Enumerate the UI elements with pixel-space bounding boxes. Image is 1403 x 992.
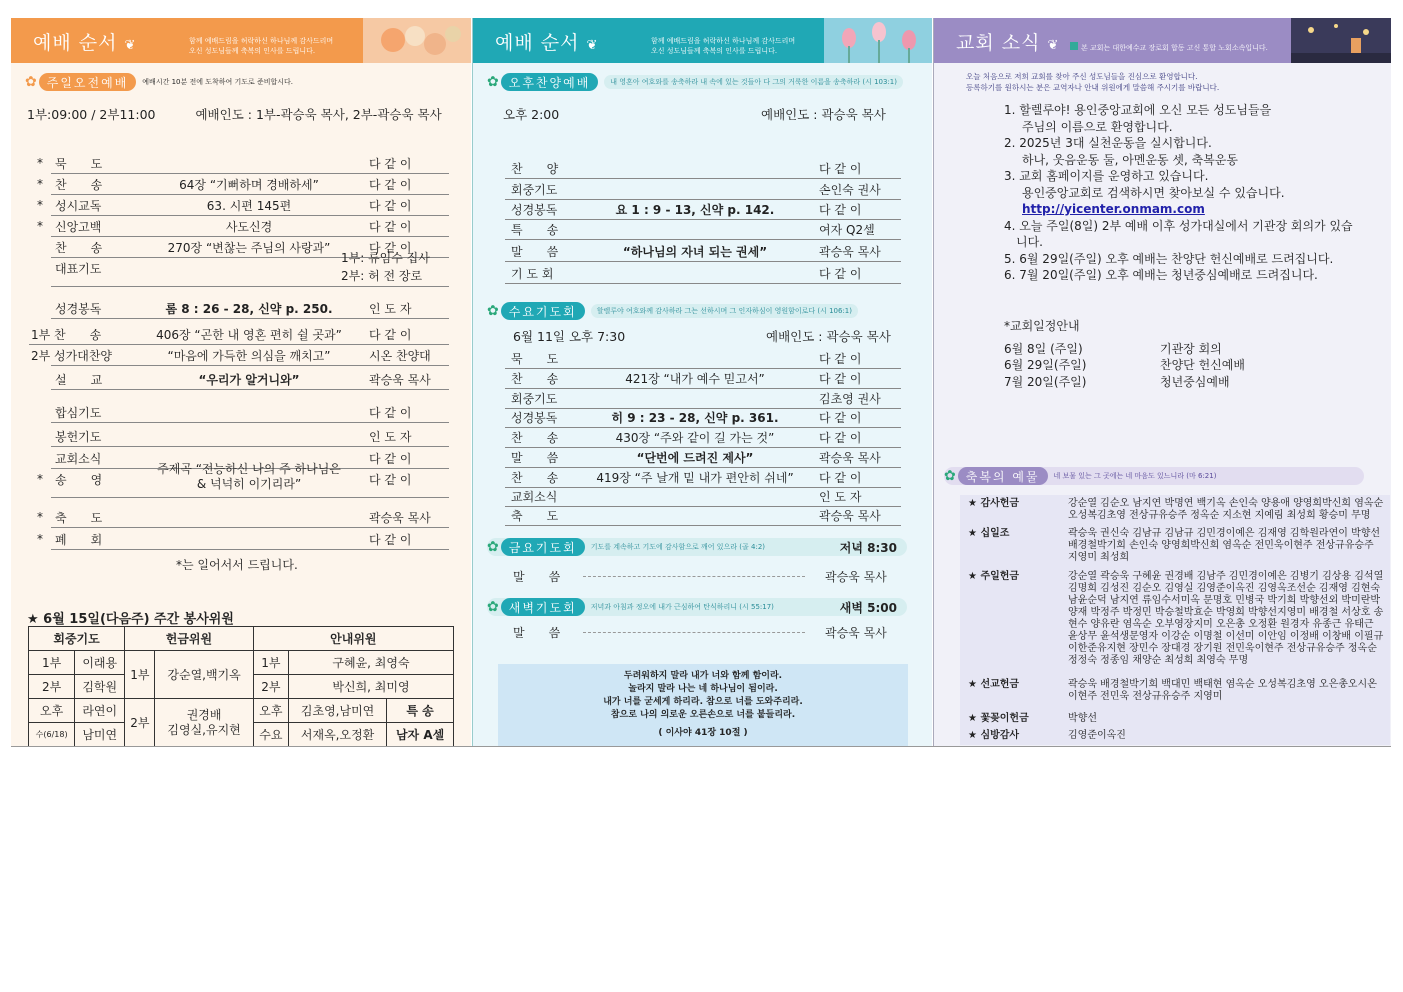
section-title: 수요기도회 bbox=[501, 302, 585, 320]
item-person: 다 같 이 bbox=[819, 351, 862, 366]
header-subtitle: 함께 예배드림을 허락하신 하나님께 감사드리며 오신 성도님들께 축복의 인사를 드립니다. bbox=[651, 37, 796, 55]
item-label: 찬 송 bbox=[511, 470, 559, 485]
item-person: 다 같 이 bbox=[819, 202, 862, 217]
row-divider bbox=[51, 497, 449, 498]
worship-item-row bbox=[11, 175, 451, 193]
sprout-icon: ✿ bbox=[487, 599, 499, 615]
worship-item-row bbox=[11, 217, 451, 235]
item-label: 송 영 bbox=[55, 472, 103, 487]
star-mark: * bbox=[37, 532, 43, 546]
item-label: 성경봉독 bbox=[511, 202, 558, 217]
item-person: 손인숙 권사 bbox=[819, 182, 881, 197]
star-mark: * bbox=[37, 156, 43, 170]
duty-title: ★ 6월 15일(다음주) 주간 봉사위원 bbox=[27, 612, 234, 627]
stand-note: *는 일어서서 드립니다. bbox=[176, 558, 298, 572]
header-bar bbox=[473, 18, 932, 63]
item-person: 인 도 자 bbox=[369, 429, 412, 444]
worship-item-row bbox=[11, 508, 451, 526]
church-logo-icon bbox=[1070, 42, 1078, 50]
header-bar bbox=[934, 18, 1391, 63]
worship-item-row bbox=[11, 325, 451, 343]
worship-item-row bbox=[473, 349, 913, 367]
worship-item-row bbox=[11, 403, 451, 421]
sprout-icon: ✿ bbox=[487, 74, 499, 90]
item-content: 63. 시편 145편 bbox=[206, 198, 292, 213]
schedule bbox=[1004, 318, 1245, 390]
item-label: 회중기도 bbox=[511, 391, 558, 406]
item-content: “단번에 드려진 제사” bbox=[636, 450, 754, 465]
service-time: 6월 11일 오후 7:30 bbox=[513, 329, 626, 344]
duty-row: 오후 라연이 2부 권경배 김영실,유지현 오후 김초영,남미연 특 송 bbox=[29, 699, 454, 723]
duty-header-row: 회중기도 헌금위원 안내위원 bbox=[29, 627, 454, 651]
item-person: 여자 Q2셀 bbox=[819, 222, 875, 237]
item-label: 폐 회 bbox=[55, 532, 103, 547]
item-person: 다 같 이 bbox=[819, 470, 862, 485]
item-label: 찬 송 bbox=[55, 177, 103, 192]
row-divider bbox=[505, 261, 901, 262]
service-leader: 예배인도 : 1부-곽승욱 목사, 2부-곽승욱 목사 bbox=[195, 107, 442, 122]
item-person: 다 같 이 bbox=[369, 219, 412, 234]
worship-item-row bbox=[11, 251, 451, 283]
time-row bbox=[513, 327, 625, 345]
section-wednesday bbox=[487, 302, 858, 320]
item-label: 찬 송 bbox=[511, 371, 559, 386]
worship-item-row bbox=[11, 427, 451, 445]
item-label: 찬 송 bbox=[511, 430, 559, 445]
bottom-rule bbox=[11, 746, 1391, 747]
item-label: 찬 양 bbox=[511, 161, 559, 176]
item-label: 교회소식 bbox=[55, 451, 102, 466]
service-leader: 예배인도 : 곽승욱 목사 bbox=[766, 329, 891, 344]
section-title: 축복의 예물 bbox=[958, 467, 1048, 485]
item-label: 설 교 bbox=[55, 372, 103, 387]
duty-row: 수(6/18) 남미연 수요 서재옥,오정환 남자 A셀 bbox=[29, 723, 454, 747]
service-time: 오후 2:00 bbox=[503, 107, 560, 122]
star-mark: * bbox=[37, 472, 43, 486]
item-person: 곽승욱 목사 bbox=[369, 510, 431, 525]
item-person: 인 도 자 bbox=[819, 489, 862, 504]
row-divider bbox=[51, 549, 449, 550]
worship-item-row bbox=[473, 487, 913, 505]
row-divider bbox=[51, 215, 449, 216]
item-person: 다 같 이 bbox=[819, 161, 862, 176]
section-offerings bbox=[944, 467, 1364, 485]
flower-photo bbox=[363, 18, 471, 63]
leaf-icon: ❦ bbox=[1047, 38, 1060, 53]
item-label: 축 도 bbox=[55, 510, 103, 525]
item-content: 주제곡 “전능하신 나의 주 하나님은 & 넉넉히 이기리라” bbox=[157, 462, 341, 491]
worship-item-row bbox=[473, 369, 913, 387]
item-label: 2부 성가대찬양 bbox=[31, 348, 113, 363]
worship-item-row bbox=[11, 196, 451, 214]
duty-row: 1부 이래용 1부 강순열,백기옥 1부 구혜윤, 최영숙 bbox=[29, 651, 454, 675]
row-divider bbox=[51, 173, 449, 174]
row-divider bbox=[505, 525, 901, 526]
worship-item-row bbox=[473, 448, 913, 466]
church-news-panel bbox=[933, 18, 1391, 746]
item-label: 성시교독 bbox=[55, 198, 102, 213]
header-title: 예배 순서 ❦ bbox=[33, 32, 137, 54]
worship-item-row bbox=[11, 299, 451, 317]
worship-item-row bbox=[473, 264, 913, 282]
news-item: 4. 오늘 주일(8일) 2부 예배 이후 성가대실에서 기관장 회의가 있습 니다. bbox=[1004, 218, 1353, 249]
worship-item-row bbox=[473, 180, 913, 198]
row-divider bbox=[51, 365, 449, 366]
news-item: 5. 6월 29일(주일) 오후 예배는 찬양단 헌신예배로 드려집니다. bbox=[1004, 251, 1334, 266]
leader-row bbox=[761, 105, 886, 123]
offering-list: ★ 감사헌금 강순열 김순오 남지연 박명연 백기옥 손인숙 양용애 양영희박신희 염옥순 오성복김초영 전상규유승주 정옥순 지소현 지예림 최성희 황승미 무명 ★ 십일조 곽승욱 권신숙 김남규 김남규 김민경이예은 김재영 김학원라연이 박향선 배경철박기희 손인숙 양영희박신희 염옥순 전민욱이현주 전상규유승주 지영미 최성희 ★ 주일헌금 강순열 곽승욱 구혜윤 권경배 김남주 김민경이예은 김병기 김상용 김석열김명희 김성진 김순오 김영실 김영준이옥진 김영옥조선순 김재영 김현숙 남윤순덕 남지연 류임수서미옥 문명호 민병국 박기희 박향선외 박미란박양재 박정주 박정민 박승철박효순 박영희 박향선지영미 배경철 서상호 송현수 양유란 염옥순 오부영장지미 오은총 오정환 원경자 유종근 유태근 윤상무 윤석생문영자 이강순 이명철 이선미 이안임 이정배 이창배 이필규 이한준유지현 장민수 장대경 장기원 전민욱이현주 전상규유승주 정옥순 정정숙 정종임 채양순 최성희 최영숙 무명 ★ 선교헌금 곽승욱 배경철박기희 백대민 백태현 염옥순 오성복김초영 오은총오시온 이현주 전민욱 전상규유승주 지영미 ★ 꽃꽂이헌금 박향선 ★ 심방감사 김영준이옥진 bbox=[960, 495, 1390, 745]
section-note: 네 보물 있는 그 곳에는 네 마음도 있느니라 (마 6:21) bbox=[1053, 472, 1217, 480]
item-content: 419장 “주 날개 밑 내가 편안히 쉬네” bbox=[596, 470, 794, 485]
worship-item-row bbox=[473, 408, 913, 426]
service-time: 1부:09:00 / 2부11:00 bbox=[27, 107, 156, 122]
star-mark: * bbox=[37, 219, 43, 233]
header-subtitle: 본 교회는 대한예수교 장로회 합동 고신 통합 노회소속입니다. bbox=[1070, 42, 1268, 53]
section-title: 금요기도회 bbox=[501, 538, 585, 556]
item-label: 성경봉독 bbox=[511, 410, 558, 425]
item-person: 다 같 이 bbox=[369, 451, 412, 466]
item-content: “우리가 알거니와” bbox=[198, 372, 300, 387]
header-subtitle: 함께 예배드림을 허락하신 하나님께 감사드리며 오신 성도님들께 축복의 인사를 드립니다. bbox=[189, 37, 334, 55]
item-person: 다 같 이 bbox=[369, 156, 412, 171]
worship-item-row bbox=[11, 530, 451, 548]
header-bar bbox=[11, 18, 471, 63]
worship-item-row bbox=[473, 159, 913, 177]
news-list bbox=[1004, 102, 1353, 284]
item-label: 묵 도 bbox=[511, 351, 559, 366]
row-divider bbox=[51, 422, 449, 423]
item-person: 다 같 이 bbox=[819, 266, 862, 281]
header-title: 예배 순서 ❦ bbox=[495, 32, 599, 54]
news-item: 1. 할렐루야! 용인중앙교회에 오신 모든 성도님들을 주님의 이름으로 환영합니다. bbox=[1004, 103, 1272, 134]
item-label: 말 씀 bbox=[511, 244, 559, 259]
item-content: 사도신경 bbox=[225, 219, 273, 234]
star-mark: * bbox=[37, 198, 43, 212]
item-label: 1부 찬 송 bbox=[31, 327, 102, 342]
time-row bbox=[503, 105, 559, 123]
item-label: 말 씀 bbox=[511, 450, 559, 465]
item-person: 다 같 이 bbox=[369, 198, 412, 213]
item-person: 다 같 이 bbox=[369, 240, 412, 255]
news-item: 2. 2025년 3대 실천운동을 실시합니다. 하나, 웃음운동 둘, 아멘운동 셋, 축복운동 bbox=[1004, 136, 1238, 167]
section-title: 주일오전예배 bbox=[39, 73, 137, 91]
night-photo bbox=[1291, 18, 1391, 63]
section-note: 내 영혼아 여호와를 송축하라 내 속에 있는 것들아 다 그의 거룩한 이름을 송축하라 (시 103:1) bbox=[604, 75, 903, 89]
item-person: 다 같 이 bbox=[819, 371, 862, 386]
bible-verse-box: 두려워하지 말라 내가 너와 함께 함이라. 놀라지 말라 나는 네 하나님이 됨이라. 내가 너를 굳세게 하리라. 참으로 너를 도와주리라. 참으로 나의 의로운 오른손으로 너를 붙들리라. ( 이사야 41장 10절 ) bbox=[498, 664, 908, 746]
item-label: 축 도 bbox=[511, 508, 559, 523]
row-divider bbox=[51, 389, 449, 390]
row-divider bbox=[51, 194, 449, 195]
item-content: 421장 “내가 예수 믿고서” bbox=[625, 371, 765, 386]
order-of-worship-panel-1 bbox=[11, 18, 471, 746]
item-label: 특 송 bbox=[511, 222, 559, 237]
worship-item-row bbox=[473, 200, 913, 218]
item-content: 요 1 : 9 - 13, 신약 p. 142. bbox=[615, 202, 775, 217]
item-label: 회중기도 bbox=[511, 182, 558, 197]
worship-item-row bbox=[11, 462, 451, 491]
worship-item-row bbox=[473, 242, 913, 260]
leaf-icon: ❦ bbox=[586, 38, 599, 53]
time-row bbox=[27, 105, 442, 123]
item-label: 찬 송 bbox=[55, 240, 103, 255]
item-label: 묵 도 bbox=[55, 156, 103, 171]
item-label: 기 도 회 bbox=[511, 266, 554, 281]
section-note: 예배시간 10분 전에 도착하여 기도로 준비합시다. bbox=[142, 78, 294, 86]
row-divider bbox=[51, 446, 449, 447]
worship-item-row bbox=[11, 370, 451, 388]
service-leader: 예배인도 : 곽승욱 목사 bbox=[761, 107, 886, 122]
item-content: “하나님의 자녀 되는 권세” bbox=[622, 244, 768, 259]
homepage-link[interactable]: http://yicenter.onmam.com bbox=[1022, 202, 1205, 216]
duty-table bbox=[28, 626, 454, 746]
item-person: 김초영 권사 bbox=[819, 391, 881, 406]
duty-row: 2부 김학원 2부 박신희, 최미영 bbox=[29, 675, 454, 699]
header-title: 교회 소식 ❦ bbox=[956, 32, 1060, 54]
schedule-row: 7월 20일(주일) 청년중심예배 bbox=[1004, 374, 1230, 389]
sprout-icon: ✿ bbox=[487, 539, 499, 555]
row-divider bbox=[505, 178, 901, 179]
row-divider bbox=[29, 344, 449, 345]
schedule-title: *교회일정안내 bbox=[1004, 319, 1080, 333]
item-person: 1부: 류임수 집사 2부: 허 전 장로 bbox=[341, 251, 430, 283]
friday-time: 저녁 8:30 bbox=[839, 540, 897, 555]
section-title: 새벽기도회 bbox=[501, 598, 585, 616]
worship-item-row bbox=[11, 154, 451, 172]
item-content: “마음에 가득한 의심을 깨치고” bbox=[167, 348, 331, 363]
worship-item-row bbox=[473, 389, 913, 407]
item-person: 다 같 이 bbox=[369, 532, 412, 547]
item-person: 다 같 이 bbox=[819, 430, 862, 445]
star-mark: * bbox=[37, 510, 43, 524]
sprout-icon: ✿ bbox=[25, 74, 37, 90]
item-person: 다 같 이 bbox=[369, 472, 412, 487]
row-divider bbox=[51, 286, 449, 287]
item-person: 곽승욱 목사 bbox=[819, 508, 881, 523]
welcome-note: 오늘 처음으로 저희 교회를 찾아 주신 성도님들을 진심으로 환영합니다. 등록하기를 원하시는 분은 교역자나 안내 위원에게 말씀해 주시기를 바랍니다. bbox=[966, 72, 1220, 92]
order-of-worship-panel-2 bbox=[472, 18, 932, 746]
item-person: 다 같 이 bbox=[369, 327, 412, 342]
worship-item-row bbox=[11, 346, 451, 364]
item-person: 다 같 이 bbox=[819, 410, 862, 425]
item-label: 대표기도 bbox=[55, 261, 102, 276]
news-item: 3. 교회 홈페이지를 운영하고 있습니다. 용인중앙교회로 검색하시면 찾아보실 수 있습니다. bbox=[1004, 169, 1285, 200]
dawn-time: 새벽 5:00 bbox=[839, 600, 897, 615]
row-divider bbox=[51, 236, 449, 237]
star-mark: * bbox=[37, 177, 43, 191]
worship-item-row bbox=[473, 468, 913, 486]
item-content: 히 9 : 23 - 28, 신약 p. 361. bbox=[611, 410, 779, 425]
item-person: 인 도 자 bbox=[369, 301, 412, 316]
dawn-sermon-row: 말 씀 곽승욱 목사 bbox=[513, 626, 887, 640]
item-content: 270장 “변찮는 주님의 사랑과” bbox=[167, 240, 331, 255]
section-title: 오후찬양예배 bbox=[501, 73, 599, 91]
item-content: 64장 “기뻐하며 경배하세” bbox=[179, 177, 319, 192]
row-divider bbox=[505, 239, 901, 240]
item-label: 교회소식 bbox=[511, 489, 558, 504]
row-divider bbox=[51, 527, 449, 528]
item-person: 다 같 이 bbox=[369, 405, 412, 420]
row-divider bbox=[51, 318, 449, 319]
item-content: 롬 8 : 26 - 28, 신약 p. 250. bbox=[165, 301, 333, 316]
item-label: 신앙고백 bbox=[55, 219, 102, 234]
friday-sermon-row: 말 씀 곽승욱 목사 bbox=[513, 570, 887, 584]
item-label: 합심기도 bbox=[55, 405, 102, 420]
section-friday bbox=[487, 538, 907, 556]
sprout-icon: ✿ bbox=[944, 468, 956, 484]
row-divider bbox=[505, 283, 901, 284]
item-content: 406장 “곤한 내 영혼 편히 쉴 곳과” bbox=[156, 327, 342, 342]
item-person: 곽승욱 목사 bbox=[819, 244, 881, 259]
item-label: 성경봉독 bbox=[55, 301, 102, 316]
leader-row bbox=[766, 327, 891, 345]
worship-item-row bbox=[473, 220, 913, 238]
item-person: 다 같 이 bbox=[369, 177, 412, 192]
news-item: 6. 7월 20일(주일) 오후 예배는 청년중심예배로 드려집니다. bbox=[1004, 268, 1318, 282]
item-content: 430장 “주와 같이 길 가는 것” bbox=[615, 430, 775, 445]
section-dawn bbox=[487, 598, 907, 616]
section-note: 할렐루야 여호와께 감사하라 그는 선하시며 그 인자하심이 영원함이로다 (시 106:1) bbox=[591, 304, 858, 318]
tulip-photo bbox=[824, 18, 932, 63]
worship-item-row bbox=[473, 428, 913, 446]
worship-item-row bbox=[473, 506, 913, 524]
item-person: 곽승욱 목사 bbox=[819, 450, 881, 465]
section-sunday-morning bbox=[25, 73, 293, 91]
schedule-row: 6월 8일 (주일) 기관장 회의 bbox=[1004, 341, 1222, 356]
section-afternoon bbox=[487, 73, 903, 91]
sprout-icon: ✿ bbox=[487, 303, 499, 319]
leaf-icon: ❦ bbox=[124, 38, 137, 53]
section-note: 저녁과 아침과 정오에 내가 근심하여 탄식하리니 (시 55:17) bbox=[590, 603, 774, 611]
section-note: 기도를 계속하고 기도에 감사함으로 깨어 있으라 (골 4:2) bbox=[590, 543, 766, 551]
schedule-row: 6월 29일(주일) 찬양단 헌신예배 bbox=[1004, 358, 1245, 372]
item-person: 시온 찬양대 bbox=[369, 348, 431, 363]
item-label: 봉헌기도 bbox=[55, 429, 102, 444]
item-person: 곽승욱 목사 bbox=[369, 372, 431, 387]
